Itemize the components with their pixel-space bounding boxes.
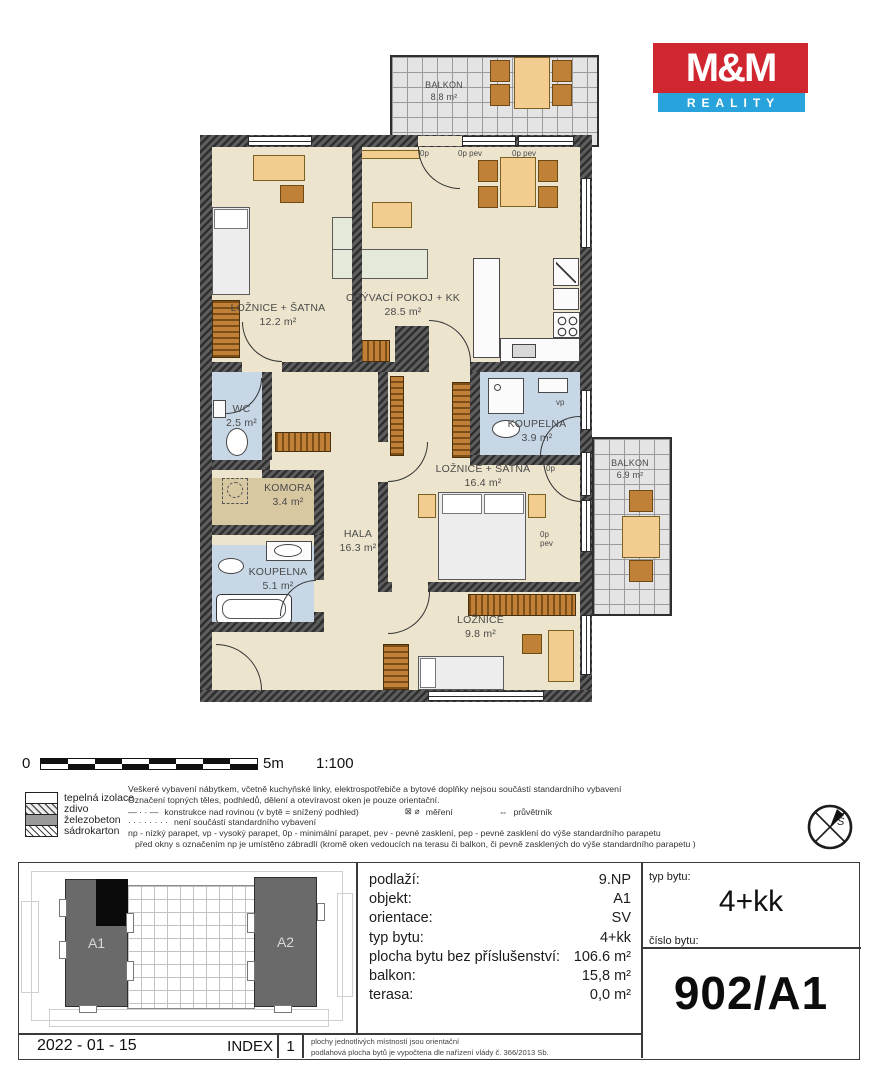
info-row — [369, 928, 631, 947]
note-line-1: Veškeré vybavení nábytkem, včetně kuchyňské linky, elektrospotřebiče a bytové doplňky nejsou součástí standardního vybavení — [128, 784, 622, 794]
sofa — [332, 249, 428, 279]
parapet-label: 0p pev — [512, 149, 537, 158]
wall-segment — [352, 147, 362, 362]
room-name: LOŽNICE + ŠATNA — [230, 302, 326, 314]
wall-segment — [282, 362, 352, 372]
wall-segment — [200, 135, 212, 702]
legend-label: sádrokarton — [64, 825, 120, 837]
dining-chair — [538, 186, 558, 208]
room-area: 28.5 m² — [384, 305, 422, 318]
parapet-label: vp — [556, 398, 565, 407]
compass-north-letter: S — [837, 816, 845, 828]
info-value: 9.NP — [598, 871, 631, 888]
site-tab — [79, 1005, 97, 1013]
room-name: WC — [232, 403, 251, 415]
vent-label: průvětrník — [513, 806, 553, 817]
site-tab — [59, 899, 67, 917]
unit-type-value: 4+kk — [718, 885, 784, 918]
parapet-label: 0p pev — [540, 530, 553, 549]
note-line-4 — [128, 817, 316, 827]
drawing-date: 2022 - 01 - 15 — [37, 1037, 137, 1054]
wall-segment — [212, 525, 324, 535]
room-label-loznice-98 — [428, 614, 533, 641]
scale-bar — [40, 758, 258, 770]
room-name: KOUPELNA — [507, 418, 567, 430]
room-area: 12.2 m² — [259, 315, 297, 328]
stove — [553, 312, 580, 338]
divider — [641, 947, 861, 949]
mm-reality-logo — [653, 43, 808, 93]
info-row — [369, 966, 631, 985]
wall-segment — [352, 362, 395, 372]
index-value: 1 — [286, 1038, 295, 1055]
parapet-label: 0p — [420, 149, 429, 158]
nightstand — [528, 494, 546, 518]
info-row — [369, 870, 631, 889]
coffee-table — [372, 202, 412, 228]
dining-table — [500, 157, 536, 207]
shoe-cabinet — [360, 340, 390, 362]
wardrobe — [383, 644, 409, 690]
footer-notes — [311, 1036, 636, 1058]
window — [518, 136, 574, 146]
room-area: 3.4 m² — [272, 495, 304, 508]
pillow — [214, 209, 248, 229]
unit-type-label: typ bytu: — [649, 871, 691, 883]
scale-ratio: 1:100 — [316, 755, 354, 772]
kitchen-island — [473, 258, 500, 358]
pillow — [442, 494, 482, 514]
info-label: balkon: — [369, 968, 416, 985]
wall-segment — [212, 362, 242, 372]
room-label-balkon-right — [598, 458, 662, 481]
legend-label: železobeton — [64, 814, 121, 826]
balcony-table — [622, 516, 660, 558]
room-label-hala — [313, 528, 403, 555]
window — [462, 136, 516, 146]
bathroom-sink — [538, 378, 568, 393]
fridge — [553, 258, 579, 286]
index-label: INDEX — [227, 1038, 273, 1055]
pillow — [420, 658, 436, 688]
site-tab — [247, 913, 255, 933]
site-plan — [19, 863, 356, 1033]
balcony-chair — [490, 60, 510, 82]
info-value: A1 — [613, 890, 631, 907]
window — [581, 390, 591, 430]
site-tab — [126, 913, 134, 933]
note-line-3 — [128, 806, 552, 817]
toilet — [226, 428, 248, 456]
room-name: KOMORA — [264, 482, 312, 494]
info-label: podlaží: — [369, 871, 420, 888]
unit-number-label: číslo bytu: — [649, 935, 699, 947]
info-table — [369, 870, 631, 1005]
room-name: BALKON — [611, 458, 649, 468]
kitchen-cabinet — [553, 288, 579, 310]
window — [428, 691, 544, 701]
door-opening — [418, 136, 462, 146]
side-table — [280, 185, 304, 203]
note-line-6: před okny s označením np je umístěno zábradlí (kromě oken vedoucích na terasu či balkon, či pevně zasklených do výše standardního parapetu ) — [135, 839, 696, 849]
dotted-line-symbol: · · · · · · · · — [128, 817, 169, 827]
room-area: 8.8 m² — [430, 91, 458, 102]
scale-zero: 0 — [22, 755, 31, 772]
footer-note-1: plochy jednotlivých místností jsou orientační — [311, 1037, 460, 1046]
desk — [548, 630, 574, 682]
info-label: terasa: — [369, 987, 414, 1004]
measurement-icon: ⊠ ⌀ — [404, 806, 420, 816]
wardrobe — [468, 594, 576, 616]
site-outline — [21, 901, 39, 993]
bathroom-sink — [274, 544, 302, 557]
footer-note-2: podlahová plocha bytů je vypočtena dle nařízení vlády č. 366/2013 Sb. — [311, 1048, 549, 1057]
info-label: plocha bytu bez příslušenství: — [369, 948, 561, 965]
room-area: 16.3 m² — [339, 541, 377, 554]
room-label-koupelna-39 — [494, 418, 580, 445]
room-label-loznice-164 — [418, 463, 548, 490]
logo-mm-text: M&M — [685, 45, 776, 90]
info-label: objekt: — [369, 890, 412, 907]
room-name: HALA — [343, 528, 373, 540]
balcony-chair — [552, 60, 572, 82]
room-area: 9.8 m² — [465, 627, 496, 640]
wall-segment — [378, 372, 388, 442]
dining-chair — [538, 160, 558, 182]
balcony-chair — [490, 84, 510, 106]
info-label: typ bytu: — [369, 929, 424, 946]
info-row — [369, 889, 631, 908]
info-value: 0,0 m² — [589, 987, 631, 1004]
info-row — [369, 986, 631, 1005]
wall-segment — [212, 622, 324, 632]
balcony-table — [514, 57, 550, 109]
vent-icon: ⇔ — [498, 806, 508, 817]
wall-segment — [470, 372, 480, 455]
courtyard-grid — [127, 885, 255, 1009]
room-name: KOUPELNA — [248, 566, 308, 578]
tv-board — [358, 150, 420, 159]
room-area: 3.9 m² — [521, 431, 553, 444]
nightstand — [418, 494, 436, 518]
legend-swatch-sadrokarton — [25, 825, 58, 837]
desk — [253, 155, 305, 181]
window — [581, 615, 591, 675]
site-tab — [247, 961, 255, 981]
building-a2 — [254, 877, 317, 1007]
wall-segment — [470, 362, 580, 372]
measurement-label: měření — [425, 806, 453, 817]
info-value: SV — [611, 910, 631, 927]
room-label-koupelna-51 — [228, 566, 328, 593]
balcony-chair — [552, 84, 572, 106]
room-area: 2.5 m² — [226, 416, 257, 429]
balcony-chair — [629, 490, 653, 512]
parapet-label: 0p — [546, 464, 555, 473]
site-outline — [337, 893, 353, 997]
unit-number-value: 902/A1 — [673, 967, 829, 1019]
wall-segment — [378, 582, 392, 592]
note-line-4-text: není součástí standardního vybavení — [174, 817, 317, 827]
wall-segment — [428, 582, 580, 592]
info-value: 15,8 m² — [581, 968, 631, 985]
info-row — [369, 909, 631, 928]
window — [248, 136, 312, 146]
logo-reality-text: REALITY — [686, 95, 781, 110]
building-a2-label: A2 — [276, 934, 295, 950]
divider — [19, 1033, 641, 1035]
note-line-2: Označení topných těles, podhledů, dělení a otevíravost oken je pouze orientační. — [128, 795, 440, 805]
window — [581, 178, 591, 248]
room-label-loznice-122 — [218, 302, 338, 329]
compass — [806, 803, 854, 851]
wall-segment — [212, 460, 270, 470]
title-block — [18, 862, 860, 1060]
room-label-komora — [238, 482, 338, 509]
mm-reality-logo-banner — [658, 93, 805, 112]
note-line-3-text: konstrukce nad rovinou (v bytě = snížený podhled) — [164, 806, 359, 817]
legend-label: tepelná izolace — [64, 792, 135, 804]
note-line-5: np - nízký parapet, vp - vysoký parapet, 0p - minimální parapet, pev - pevné zasklení, pep - pevné zasklení do výše standardního parapetu — [128, 828, 661, 838]
divider — [356, 863, 358, 1033]
info-value: 4+kk — [599, 929, 631, 946]
info-label: orientace: — [369, 910, 433, 927]
kitchen-sink — [512, 344, 536, 358]
info-value: 106.6 m² — [573, 948, 631, 965]
shower — [488, 378, 524, 414]
room-name: LOŽNICE — [457, 614, 504, 626]
site-tab — [274, 1005, 292, 1013]
construction-line-symbol: — · · — — [128, 806, 159, 817]
dining-chair — [478, 186, 498, 208]
room-name: BALKON — [425, 80, 463, 90]
pillow — [484, 494, 524, 514]
site-tab — [59, 941, 67, 959]
site-tab — [126, 961, 134, 981]
room-label-obyvaci-pokoj — [338, 292, 468, 319]
info-row — [369, 947, 631, 966]
balcony-door — [581, 452, 591, 496]
room-label-wc — [214, 403, 269, 430]
site-tab — [317, 903, 325, 921]
room-name: OBÝVACÍ POKOJ + KK — [346, 292, 460, 304]
room-name: LOŽNICE + ŠATNA — [435, 463, 531, 475]
scale-end: 5m — [263, 755, 284, 772]
room-label-balkon-top — [398, 80, 490, 103]
hall-wardrobe — [275, 432, 331, 452]
compass-icon — [806, 803, 854, 851]
shaft — [395, 326, 429, 372]
building-a1-label: A1 — [87, 935, 106, 951]
room-area: 5.1 m² — [262, 579, 294, 592]
balcony-chair — [629, 560, 653, 582]
dining-chair — [478, 160, 498, 182]
room-area: 16.4 m² — [464, 476, 502, 489]
window — [581, 500, 591, 552]
room-area: 6.9 m² — [616, 469, 644, 480]
unit-highlight — [96, 879, 128, 926]
parapet-label: 0p pev — [458, 149, 483, 158]
scale-bar-bottom — [41, 764, 257, 769]
legend-label: zdivo — [64, 803, 89, 815]
